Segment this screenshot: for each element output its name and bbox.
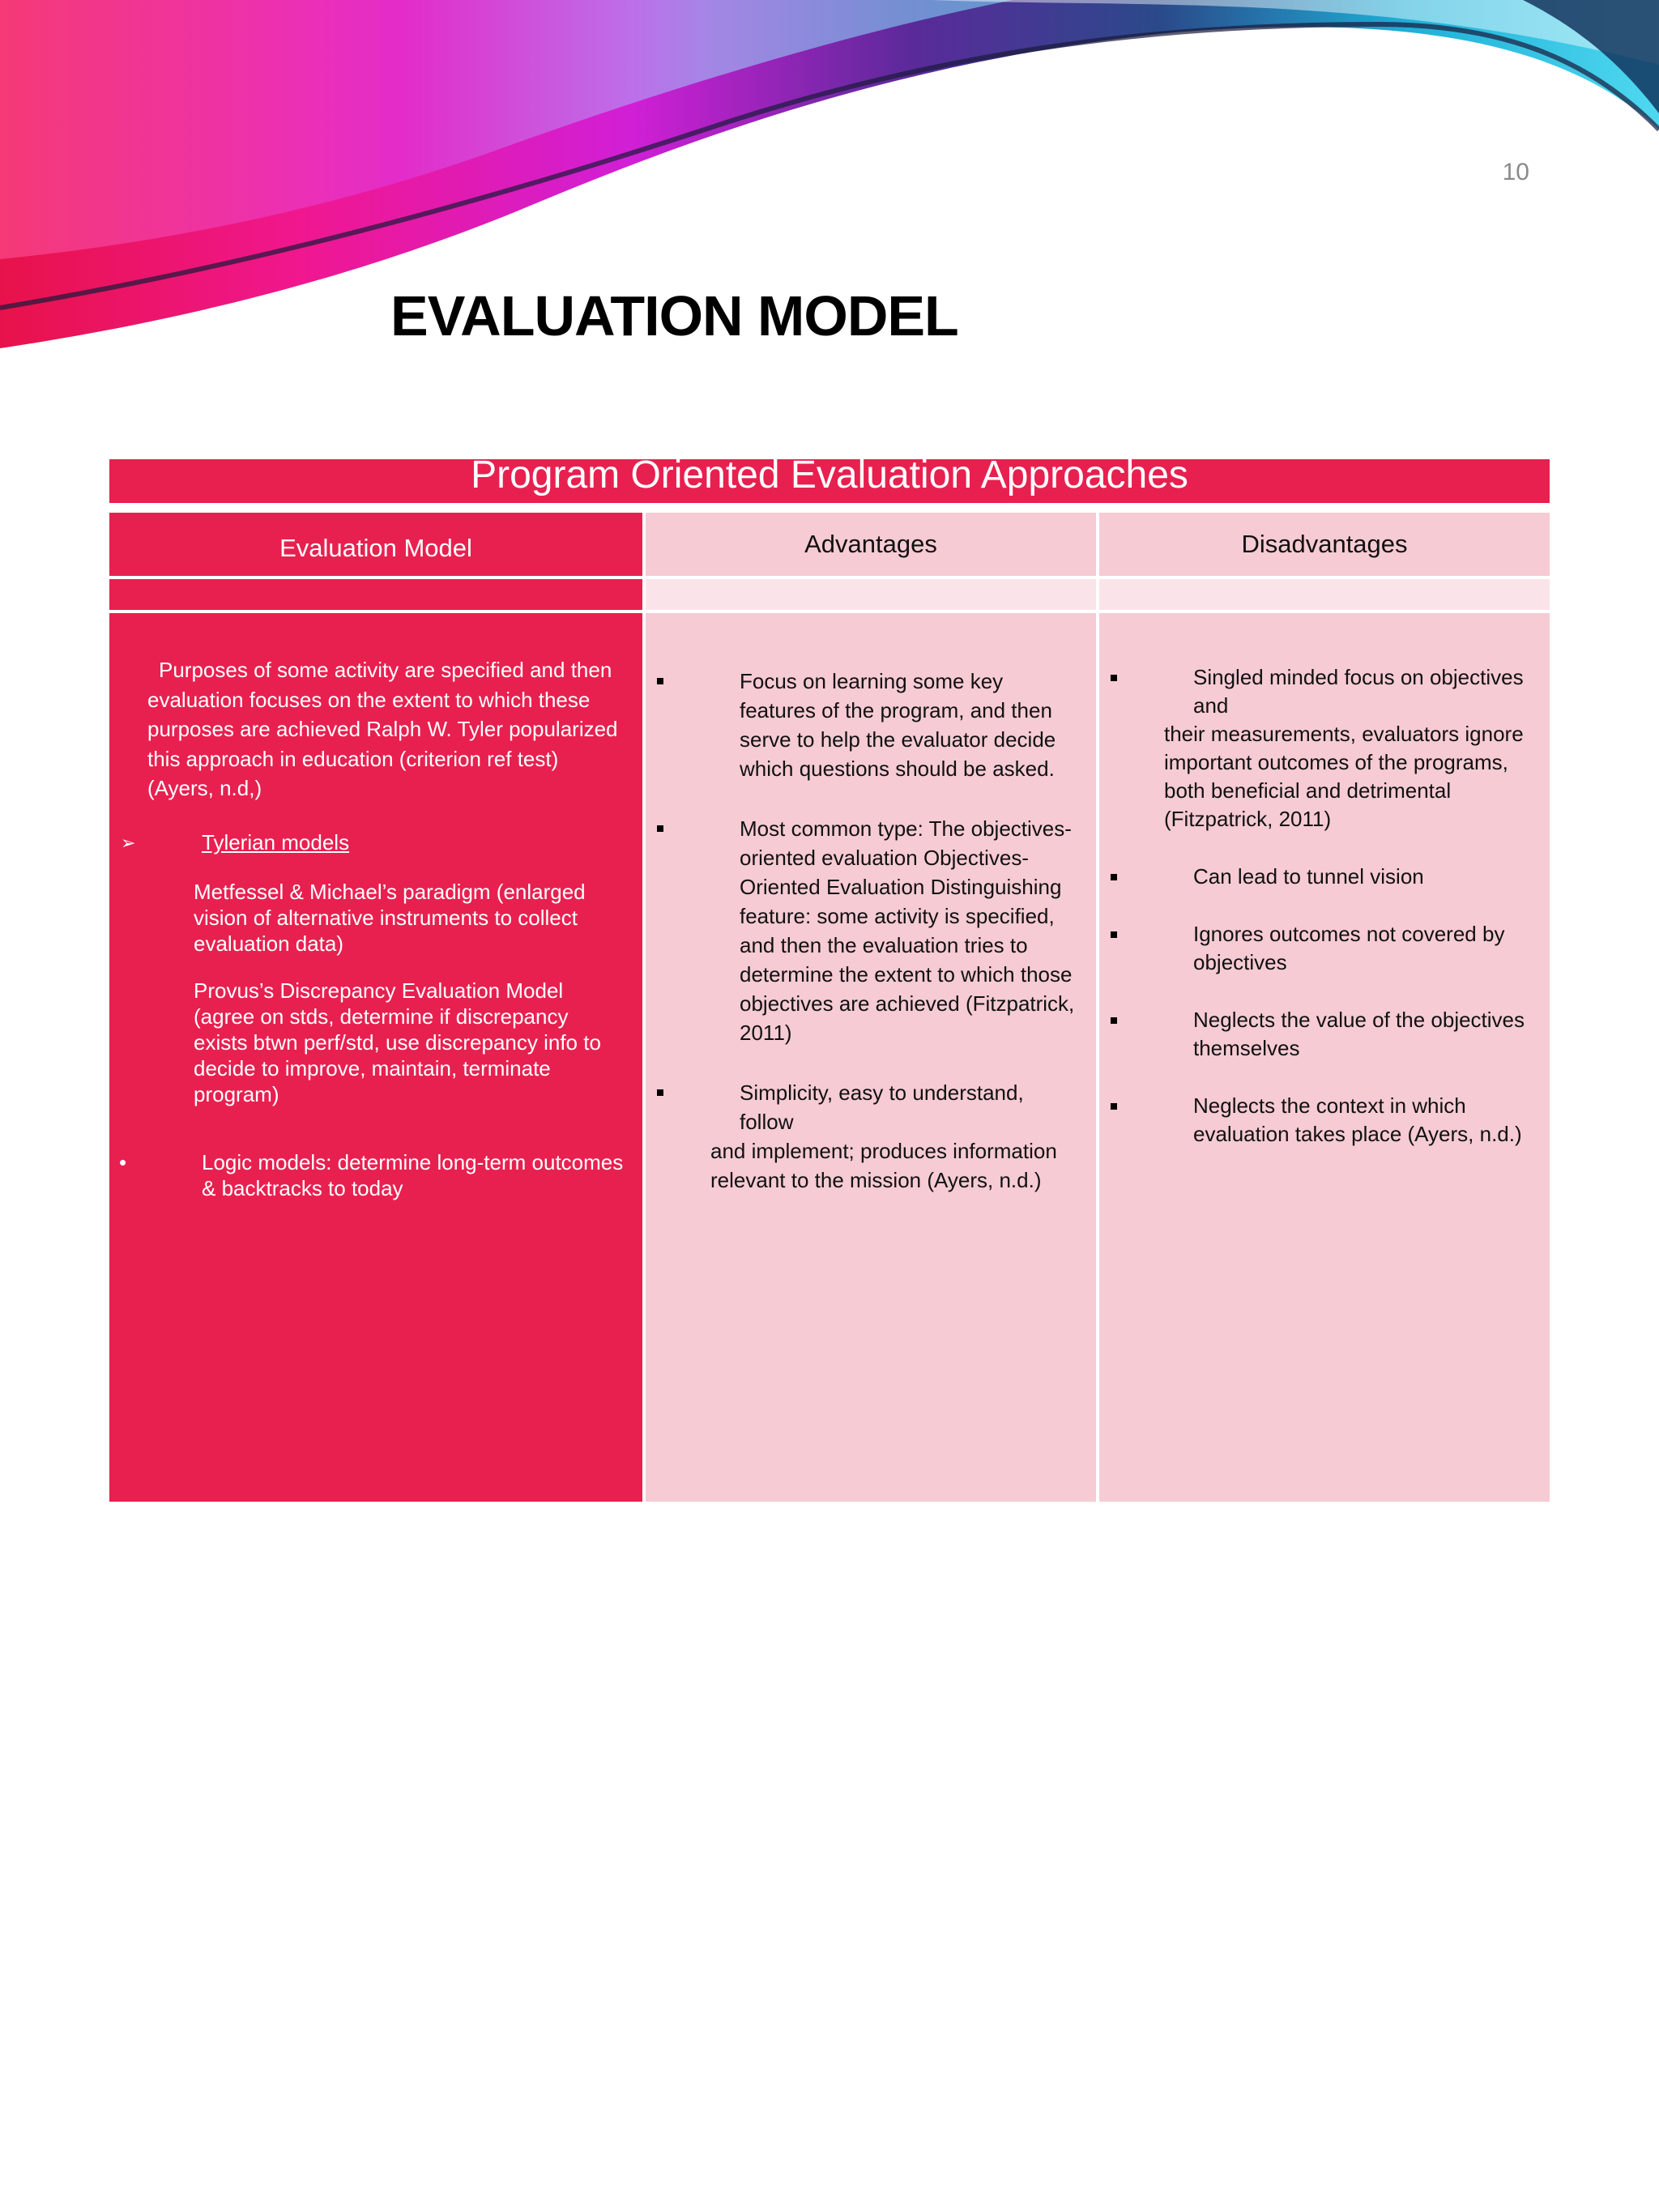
advantage-item	[646, 667, 1083, 783]
advantage-continuation: and implement; produces information relevant to the mission (Ayers, n.d.)	[710, 1139, 1057, 1192]
square-bullet-icon	[657, 825, 663, 832]
disadvantage-item	[1099, 663, 1538, 833]
disadvantages-cell	[1099, 613, 1550, 1502]
advantage-text: Focus on learning some key features of the program, and then serve to help the evaluator decide which questions should be asked.	[740, 669, 1056, 781]
evaluation-model-cell	[109, 613, 646, 1502]
provus-text: Provus’s Discrepancy Evaluation Model (agree on stds, determine if discrepancy exists btwn perf/std, use discrepancy info to decide to improve, maintain, terminate program)	[194, 978, 601, 1106]
logic-item	[109, 1149, 626, 1201]
tylerian-item	[109, 828, 626, 858]
tylerian-label: Tylerian models	[202, 829, 350, 855]
advantages-cell	[646, 613, 1099, 1502]
square-bullet-icon	[657, 1089, 663, 1096]
header-advantages: Advantages	[646, 513, 1099, 576]
table-grid	[109, 513, 1550, 1502]
square-bullet-icon	[1111, 675, 1117, 681]
model-intro: Purposes of some activity are specified and then evaluation focuses on the extent to which these purposes are achieved Ralph W. Tyler popularized this approach in education (criterion ref test) (Ayers, n.d,)	[147, 658, 618, 800]
metfessel-text: Metfessel & Michael’s paradigm (enlarged vision of alternative instruments to collect evaluation data)	[194, 879, 586, 956]
dot-bullet-icon: •	[119, 1149, 127, 1174]
disadvantage-text: Neglects the context in which evaluation takes place (Ayers, n.d.)	[1193, 1093, 1522, 1146]
logic-text: Logic models: determine long-term outcomes & backtracks to today	[202, 1149, 624, 1200]
spacer-row-cell	[1099, 579, 1550, 610]
square-bullet-icon	[1111, 1103, 1117, 1110]
square-bullet-icon	[1111, 931, 1117, 938]
advantage-item	[646, 814, 1083, 1047]
disadvantage-item	[1099, 920, 1538, 977]
header-disadvantages: Disadvantages	[1099, 513, 1550, 576]
arrow-bullet-icon: ➢	[121, 832, 136, 853]
disadvantage-text: Singled minded focus on objectives and	[1193, 665, 1524, 718]
disadvantage-item	[1099, 1092, 1538, 1149]
slide-title: EVALUATION MODEL	[390, 284, 958, 347]
disadvantage-text: Neglects the value of the objectives themselves	[1193, 1008, 1525, 1060]
disadvantage-text: Can lead to tunnel vision	[1193, 864, 1424, 889]
advantage-item	[646, 1078, 1083, 1195]
disadvantage-item	[1099, 1006, 1538, 1063]
advantage-text: Most common type: The objectives-oriented evaluation Objectives-Oriented Evaluation Distinguishing feature: some activity is specified, and then the evaluation tries to determine the extent to which those objectives are achieved (Fitzpatrick, 2011)	[740, 816, 1075, 1045]
disadvantage-continuation: their measurements, evaluators ignore important outcomes of the programs, both beneficial and detrimental (Fitzpatrick, 2011)	[1164, 722, 1524, 831]
spacer-row-cell	[646, 579, 1099, 610]
table-banner: Program Oriented Evaluation Approaches	[109, 459, 1550, 503]
page-number: 10	[1502, 159, 1529, 185]
evaluation-table	[109, 454, 1550, 1502]
square-bullet-icon	[1111, 874, 1117, 880]
spacer-row-cell	[109, 579, 646, 610]
advantage-text: Simplicity, easy to understand, follow	[740, 1080, 1024, 1134]
disadvantage-text: Ignores outcomes not covered by objectives	[1193, 922, 1505, 974]
square-bullet-icon	[1111, 1017, 1117, 1024]
square-bullet-icon	[657, 678, 663, 684]
header-evaluation-model: Evaluation Model	[109, 513, 646, 576]
disadvantage-item	[1099, 863, 1538, 891]
